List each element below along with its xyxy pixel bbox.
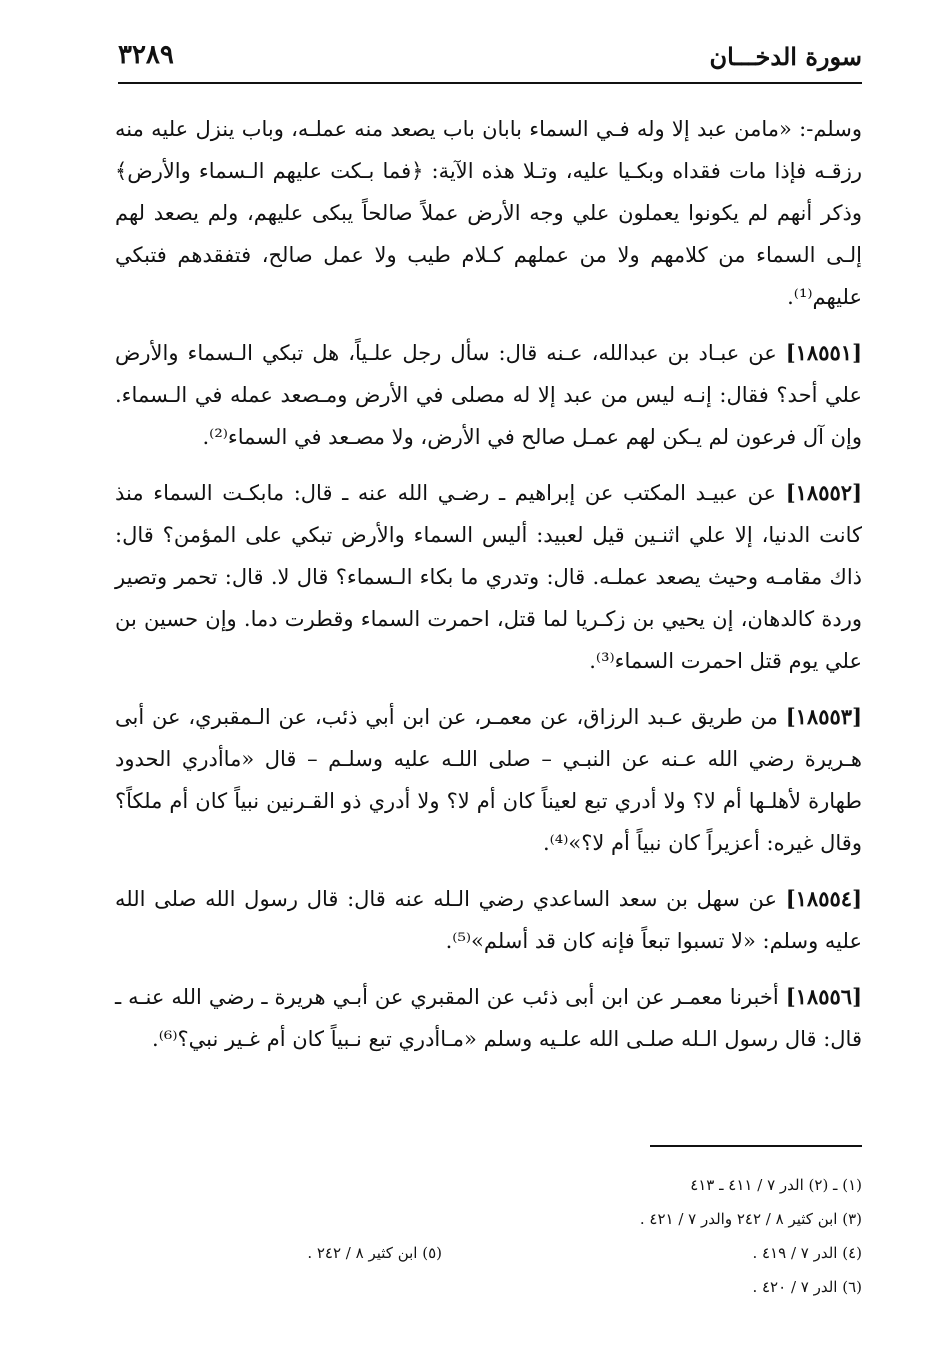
- paragraph-text: عن سهل بن سعد الساعدي رضي الـله عنه قال: قال رسول الله صلى الله عليه وسلم: «لا تسبوا تبعاً فإنه كان قد أسلم»⁽⁵⁾.: [115, 887, 862, 953]
- main-text: [115, 108, 862, 1074]
- paragraph: [115, 472, 862, 682]
- page-number: ٣٢٨٩: [118, 40, 174, 70]
- paragraph: [115, 108, 862, 318]
- page-header: [118, 38, 862, 88]
- footnotes: [115, 1168, 862, 1304]
- surah-title: سورة الدخـــان: [709, 42, 862, 71]
- footnote: (١) ـ (٢) الدر ٧ / ٤١١ ـ ٤١٣: [690, 1176, 862, 1194]
- paragraph: [115, 332, 862, 458]
- paragraph: [115, 696, 862, 864]
- hadith-number: [١٨٥٥٤]: [785, 886, 862, 911]
- header-divider: [118, 82, 862, 84]
- hadith-number: [١٨٥٥٢]: [785, 480, 862, 505]
- paragraph: [115, 878, 862, 962]
- footnote: (٤) الدر ٧ / ٤١٩ .: [752, 1244, 862, 1262]
- footnote: (٥) ابن كثير ٨ / ٢٤٢ .: [307, 1244, 442, 1262]
- hadith-number: [١٨٥٥١]: [785, 340, 862, 365]
- paragraph-text: عن عبيـد المكتب عن إبراهيم ـ رضـي الله عنه ـ قال: مابكـت السماء منذ كانت الدنيا، إلا علي اثنـين قيل لعبيد: أليس السماء والأرض تبكي على المؤمن؟ قال: ذاك مقامـه وحيث يصعد عملـه. قال: وتدري ما بكاء الـسماء؟ قال لا. قال: تحمر وتصير وردة كالدهان، إن يحيي بن زكـريا لما قتل، احمرت السماء وقطرت دما. وإن حسين بن علي يوم قتل احمرت السماء⁽³⁾.: [115, 481, 862, 673]
- paragraph-text: عن عبـاد بن عبدالله، عـنه قال: سأل رجل علـياً، هل تبكي الـسماء والأرض علي أحد؟ فقال: إنـه ليس من عبد إلا له مصلى في الأرض ومـصعد عمله في الـسماء. وإن آل فرعون لم يـكن لهم عمـل صالح في الأرض، ولا مصـعد في السماء⁽²⁾.: [115, 341, 862, 449]
- hadith-number: [١٨٥٥٦]: [785, 984, 862, 1009]
- paragraph-text: من طريق عـبد الرزاق، عن معمـر، عن ابن أبي ذئب، عن الـمقبري، عن أبى هـريرة رضي الله عـنه عن النبـي – صلى اللـه عليه وسلـم – قال «ماأدري الحدود طهارة لأهلـها أم لا؟ ولا أدري تبع لعيناً كان أم لا؟ ولا أدري ذو القـرنين نبياً كان أم ملكاً؟ وقال غيره: أعزيراً كان نبياً أم لا؟»⁽⁴⁾.: [115, 705, 862, 855]
- footnote-row: [115, 1270, 862, 1304]
- paragraph-text: وسلم-: «مامن عبد إلا وله فـي السماء بابان باب يصعد منه عملـه، وباب ينزل عليه منه رزقـه فإذا مات فقداه وبكـيا عليه، وتـلا هذه الآية: ﴿فما بـكت عليهم الـسماء والأرض﴾ وذكر أنهم لم يكونوا يعملون علي وجه الأرض عملاً صالحاً يبكى عليهم، ولم يصعد لهم إلـى السماء من كلامهم ولا من عملهم كـلام طيب ولا عمل صالح، فتفقدهم فتبكي عليهم⁽¹⁾.: [115, 117, 862, 309]
- footnote-row: [115, 1236, 862, 1270]
- paragraph: [115, 976, 862, 1060]
- footnote-row: [115, 1168, 862, 1202]
- paragraph-text: أخبرنا معمـر عن ابن أبى ذئب عن المقبري عن أبـي هريرة ـ رضي الله عنـه ـ قال: قال رسول الـله صلـى الله علـيه وسلم «مـاأدري تبع نـبياً كان أم غـير نبي؟⁽⁶⁾.: [115, 985, 862, 1051]
- footnote: (٦) الدر ٧ / ٤٢٠ .: [752, 1278, 862, 1296]
- footnote-divider: [650, 1145, 862, 1147]
- footnote: (٣) ابن كثير ٨ / ٢٤٢ والدر ٧ / ٤٢١ .: [639, 1210, 862, 1228]
- footnote-row: [115, 1202, 862, 1236]
- hadith-number: [١٨٥٥٣]: [785, 704, 862, 729]
